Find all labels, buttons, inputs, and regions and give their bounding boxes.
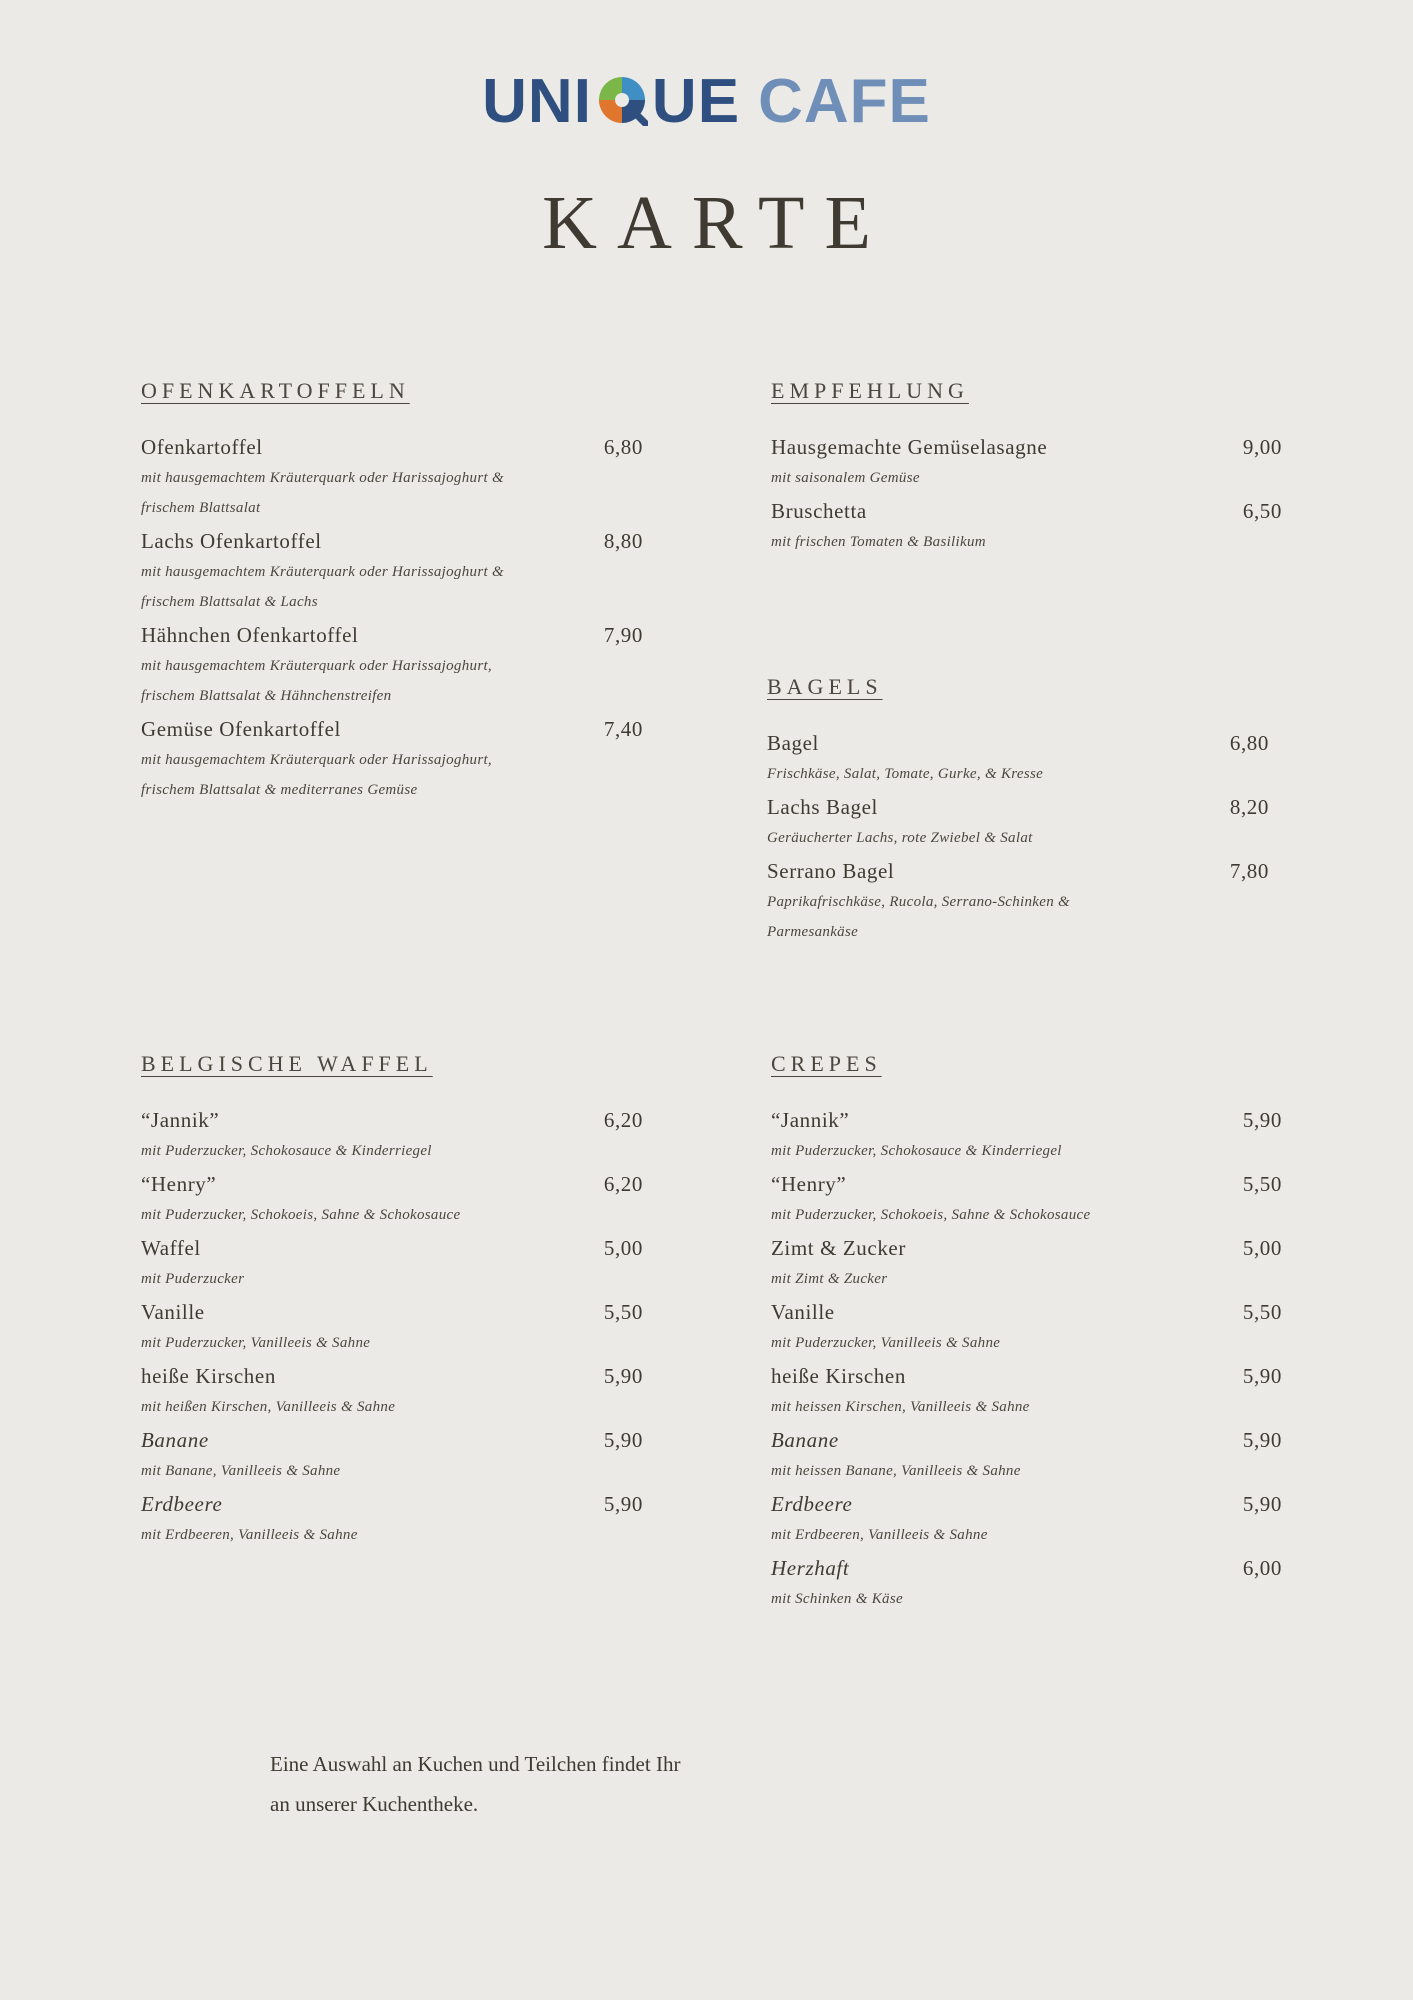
menu-item-description: mit Erdbeeren, Vanilleeis & Sahne bbox=[141, 1527, 358, 1543]
menu-item-row bbox=[141, 1423, 643, 1457]
logo-text-cafe: CAFE bbox=[758, 67, 931, 136]
menu-item bbox=[771, 1359, 1282, 1423]
section-empfehlung bbox=[771, 378, 1282, 558]
menu-item-price: 5,90 bbox=[1242, 1428, 1282, 1452]
menu-item-row bbox=[771, 1423, 1282, 1457]
section-heading: BELGISCHE WAFFEL bbox=[141, 1051, 433, 1076]
menu-item-description: mit hausgemachtem Kräuterquark oder Harissajoghurt & bbox=[141, 470, 504, 486]
menu-item-description: mit heissen Kirschen, Vanilleeis & Sahne bbox=[771, 1399, 1030, 1415]
menu-item-name: heiße Kirschen bbox=[771, 1364, 906, 1388]
menu-item-row bbox=[141, 1231, 643, 1265]
menu-item-description: mit Puderzucker, Vanilleeis & Sahne bbox=[141, 1335, 371, 1351]
menu-item-name: Vanille bbox=[141, 1300, 205, 1324]
menu-item-name: Banane bbox=[141, 1428, 209, 1452]
menu-item-row bbox=[141, 1295, 643, 1329]
menu-item-name: Erdbeere bbox=[141, 1492, 223, 1516]
menu-item-description: mit Puderzucker, Vanilleeis & Sahne bbox=[771, 1335, 1001, 1351]
menu-item bbox=[141, 1295, 643, 1359]
menu-item bbox=[141, 1423, 643, 1487]
menu-item-price: 6,00 bbox=[1242, 1556, 1282, 1580]
menu-item bbox=[767, 790, 1269, 854]
menu-item-row bbox=[771, 1295, 1282, 1329]
menu-item-price: 6,50 bbox=[1242, 499, 1282, 523]
menu-item-row bbox=[141, 1487, 643, 1521]
footer-line-2: an unserer Kuchentheke. bbox=[270, 1792, 479, 1816]
menu-item-name: Zimt & Zucker bbox=[771, 1236, 906, 1260]
menu-item-description: mit frischen Tomaten & Basilikum bbox=[771, 534, 986, 550]
menu-item-row bbox=[771, 1487, 1282, 1521]
menu-item-row bbox=[771, 1167, 1282, 1201]
puzzle-q-icon bbox=[596, 74, 648, 126]
menu-item-description: frischem Blattsalat & Hähnchenstreifen bbox=[141, 688, 392, 704]
menu-item-row bbox=[141, 712, 643, 746]
section-heading: CREPES bbox=[771, 1051, 882, 1076]
section-heading: OFENKARTOFFELN bbox=[141, 378, 410, 403]
menu-item-name: Banane bbox=[771, 1428, 839, 1452]
menu-item-name: Herzhaft bbox=[771, 1556, 850, 1580]
menu-item bbox=[771, 1231, 1282, 1295]
section-heading: BAGELS bbox=[767, 674, 883, 699]
section-ofenkartoffeln bbox=[141, 378, 643, 806]
menu-item-name: Bagel bbox=[767, 731, 819, 755]
section-belgische-waffel bbox=[141, 1051, 643, 1551]
menu-item-price: 7,90 bbox=[603, 623, 643, 647]
menu-item-row bbox=[771, 430, 1282, 464]
page-title: KARTE bbox=[542, 181, 891, 265]
menu-item-name: Hähnchen Ofenkartoffel bbox=[141, 623, 359, 647]
menu-item-name: Lachs Ofenkartoffel bbox=[141, 529, 322, 553]
menu-item bbox=[141, 430, 643, 524]
menu-item-name: Vanille bbox=[771, 1300, 835, 1324]
menu-item-description: frischem Blattsalat bbox=[141, 500, 261, 516]
menu-item-name: “Henry” bbox=[141, 1172, 217, 1196]
menu-item-description: mit saisonalem Gemüse bbox=[771, 470, 920, 486]
menu-item bbox=[141, 1167, 643, 1231]
menu-item-price: 7,80 bbox=[1229, 859, 1269, 883]
menu-item-description: mit Puderzucker, Schokosauce & Kinderriegel bbox=[771, 1143, 1062, 1159]
menu-item-price: 6,20 bbox=[603, 1172, 643, 1196]
menu-item-description: mit Puderzucker, Schokoeis, Sahne & Schokosauce bbox=[771, 1207, 1091, 1223]
menu-item-price: 6,20 bbox=[603, 1108, 643, 1132]
menu-item bbox=[141, 1231, 643, 1295]
menu-item-name: Erdbeere bbox=[771, 1492, 853, 1516]
menu-item-description: mit hausgemachtem Kräuterquark oder Harissajoghurt, bbox=[141, 658, 492, 674]
menu-item-name: “Jannik” bbox=[141, 1108, 220, 1132]
menu-item-row bbox=[141, 618, 643, 652]
menu-item bbox=[141, 712, 643, 806]
menu-item bbox=[141, 524, 643, 618]
footer-line-1: Eine Auswahl an Kuchen und Teilchen findet Ihr bbox=[270, 1752, 681, 1776]
menu-item-name: “Henry” bbox=[771, 1172, 847, 1196]
menu-item bbox=[771, 1103, 1282, 1167]
menu-item-price: 9,00 bbox=[1242, 435, 1282, 459]
menu-item bbox=[767, 854, 1269, 948]
menu-item-description: frischem Blattsalat & mediterranes Gemüse bbox=[141, 782, 418, 798]
menu-item-name: Waffel bbox=[141, 1236, 201, 1260]
menu-item-price: 5,90 bbox=[603, 1428, 643, 1452]
menu-item bbox=[141, 1359, 643, 1423]
menu-item-price: 5,90 bbox=[1242, 1108, 1282, 1132]
menu-item bbox=[141, 1487, 643, 1551]
menu-item-row bbox=[771, 1359, 1282, 1393]
menu-item bbox=[771, 1423, 1282, 1487]
menu-item-price: 5,90 bbox=[1242, 1364, 1282, 1388]
menu-item-price: 5,00 bbox=[1242, 1236, 1282, 1260]
menu-item bbox=[141, 1103, 643, 1167]
menu-item bbox=[771, 430, 1282, 494]
menu-item-row bbox=[141, 430, 643, 464]
menu-item-name: Hausgemachte Gemüselasagne bbox=[771, 435, 1048, 459]
menu-item-row bbox=[767, 854, 1269, 888]
menu-item-price: 5,50 bbox=[1242, 1172, 1282, 1196]
menu-item-description: Parmesankäse bbox=[767, 924, 859, 940]
menu-item-price: 8,20 bbox=[1229, 795, 1269, 819]
menu-item-description: mit Zimt & Zucker bbox=[771, 1271, 888, 1287]
menu-item-name: Ofenkartoffel bbox=[141, 435, 263, 459]
menu-item-name: Bruschetta bbox=[771, 499, 867, 523]
menu-item bbox=[771, 1551, 1282, 1615]
menu-item-description: mit hausgemachtem Kräuterquark oder Harissajoghurt & bbox=[141, 564, 504, 580]
menu-item bbox=[767, 726, 1269, 790]
menu-item-description: Paprikafrischkäse, Rucola, Serrano-Schinken & bbox=[767, 894, 1071, 910]
logo-text-uni: UNI bbox=[482, 67, 592, 136]
menu-item-row bbox=[141, 524, 643, 558]
menu-item-price: 5,90 bbox=[603, 1364, 643, 1388]
menu-item-price: 6,80 bbox=[603, 435, 643, 459]
menu-item-description: mit Schinken & Käse bbox=[771, 1591, 903, 1607]
menu-item-name: heiße Kirschen bbox=[141, 1364, 276, 1388]
menu-item bbox=[771, 1167, 1282, 1231]
menu-item-description: Geräucherter Lachs, rote Zwiebel & Salat bbox=[767, 830, 1033, 846]
menu-item-description: mit heißen Kirschen, Vanilleeis & Sahne bbox=[141, 1399, 396, 1415]
menu-item-row bbox=[771, 1103, 1282, 1137]
menu-item-description: mit heissen Banane, Vanilleeis & Sahne bbox=[771, 1463, 1021, 1479]
menu-item-description: mit hausgemachtem Kräuterquark oder Harissajoghurt, bbox=[141, 752, 492, 768]
menu-item-name: “Jannik” bbox=[771, 1108, 850, 1132]
menu-item-description: Frischkäse, Salat, Tomate, Gurke, & Kresse bbox=[767, 766, 1044, 782]
menu-item-description: frischem Blattsalat & Lachs bbox=[141, 594, 318, 610]
section-heading: EMPFEHLUNG bbox=[771, 378, 969, 403]
menu-item-price: 5,50 bbox=[1242, 1300, 1282, 1324]
menu-item-price: 5,90 bbox=[603, 1492, 643, 1516]
menu-item-name: Lachs Bagel bbox=[767, 795, 878, 819]
menu-item bbox=[141, 618, 643, 712]
menu-item-price: 8,80 bbox=[603, 529, 643, 553]
menu-item-description: mit Banane, Vanilleeis & Sahne bbox=[141, 1463, 341, 1479]
menu-item-price: 5,00 bbox=[603, 1236, 643, 1260]
menu-item-price: 6,80 bbox=[1229, 731, 1269, 755]
menu-item-row bbox=[767, 726, 1269, 760]
cafe-logo bbox=[0, 66, 1413, 137]
menu-item-row bbox=[141, 1359, 643, 1393]
menu-item-price: 7,40 bbox=[603, 717, 643, 741]
menu-item-description: mit Erdbeeren, Vanilleeis & Sahne bbox=[771, 1527, 988, 1543]
menu-item-description: mit Puderzucker, Schokosauce & Kinderriegel bbox=[141, 1143, 432, 1159]
menu-item-row bbox=[767, 790, 1269, 824]
menu-item-row bbox=[141, 1167, 643, 1201]
menu-item-price: 5,90 bbox=[1242, 1492, 1282, 1516]
section-crepes bbox=[771, 1051, 1282, 1615]
menu-item-row bbox=[141, 1103, 643, 1137]
footer-note bbox=[270, 1744, 790, 1824]
menu-item bbox=[771, 1295, 1282, 1359]
menu-item bbox=[771, 1487, 1282, 1551]
logo-text-ue: UE bbox=[651, 67, 741, 136]
section-bagels bbox=[767, 674, 1269, 948]
menu-item-row bbox=[771, 494, 1282, 528]
menu-item-row bbox=[771, 1231, 1282, 1265]
menu-item bbox=[771, 494, 1282, 558]
menu-item-description: mit Puderzucker, Schokoeis, Sahne & Schokosauce bbox=[141, 1207, 461, 1223]
menu-item-price: 5,50 bbox=[603, 1300, 643, 1324]
menu-item-description: mit Puderzucker bbox=[141, 1271, 245, 1287]
menu-item-name: Gemüse Ofenkartoffel bbox=[141, 717, 341, 741]
menu-item-row bbox=[771, 1551, 1282, 1585]
menu-item-name: Serrano Bagel bbox=[767, 859, 895, 883]
